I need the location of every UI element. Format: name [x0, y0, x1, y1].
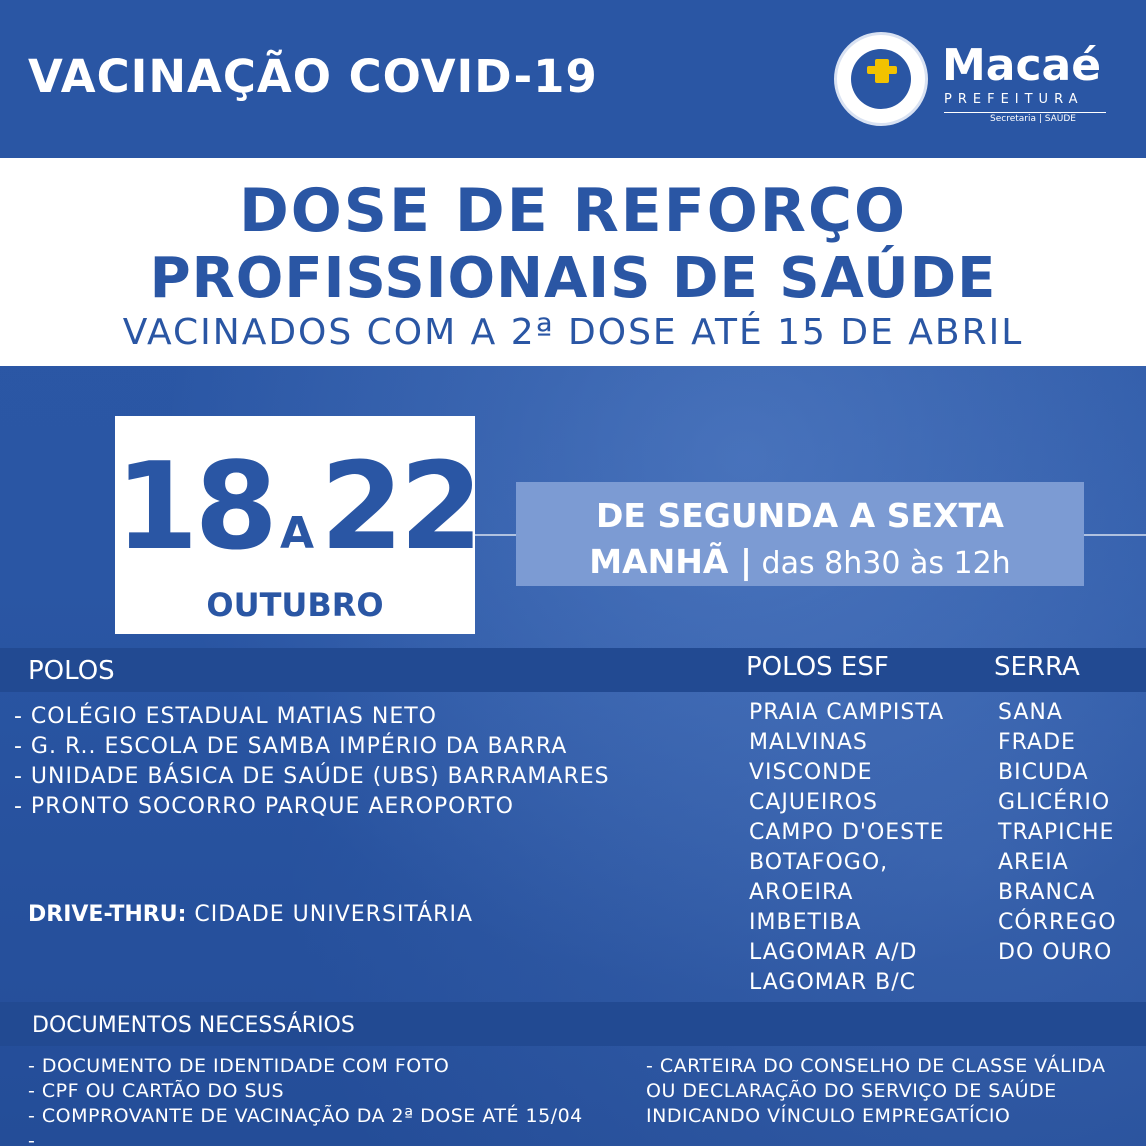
polos-bar: [0, 648, 1146, 692]
date-range: [115, 438, 480, 577]
list-item: LAGOMAR B/C: [749, 970, 916, 995]
city-seal-icon: [834, 32, 928, 126]
date-end: 22: [320, 438, 480, 577]
list-item: INDICANDO VÍNCULO EMPREGATÍCIO: [646, 1105, 1011, 1127]
list-item: GLICÉRIO: [998, 790, 1111, 815]
schedule-time: [516, 542, 1084, 581]
documents-heading: DOCUMENTOS NECESSÁRIOS: [32, 1013, 355, 1038]
list-item: SANA: [998, 700, 1063, 725]
list-item: VISCONDE: [749, 760, 873, 785]
brand-divider: [944, 112, 1106, 113]
schedule-box: [516, 482, 1084, 586]
list-item: - COMPROVANTE DE VACINAÇÃO DA 2ª DOSE ATÉ 15/04: [28, 1105, 583, 1127]
list-item: AREIA: [998, 850, 1069, 875]
serra-list: [998, 698, 1117, 968]
polos-esf-heading: POLOS ESF: [746, 652, 889, 682]
drive-thru: [28, 902, 473, 927]
list-item: MALVINAS: [749, 730, 868, 755]
brand-name: Macaé: [942, 40, 1102, 91]
date-connector: A: [280, 508, 315, 559]
list-item: - DOCUMENTO DE IDENTIDADE COM FOTO: [28, 1055, 450, 1077]
list-item: PRAIA CAMPISTA: [749, 700, 945, 725]
list-item: CÓRREGO: [998, 910, 1117, 935]
list-item: - COLÉGIO ESTADUAL MATIAS NETO: [14, 704, 437, 729]
documents-left-list: [28, 1054, 583, 1146]
headline-line2: PROFISSIONAIS DE SAÚDE: [149, 246, 997, 311]
brand-sub: PREFEITURA: [944, 92, 1084, 107]
list-item: - G. R.. ESCOLA DE SAMBA IMPÉRIO DA BARRA: [14, 734, 568, 759]
list-item: - CARTEIRA DO CONSELHO DE CLASSE VÁLIDA: [646, 1055, 1106, 1077]
list-item: -: [28, 1130, 36, 1146]
list-item: BRANCA: [998, 880, 1096, 905]
list-item: CAMPO D'OESTE: [749, 820, 945, 845]
polos-list: [14, 702, 610, 822]
drive-thru-value: CIDADE UNIVERSITÁRIA: [194, 902, 474, 927]
prefeitura-logo: [830, 30, 1120, 140]
schedule-days: DE SEGUNDA A SEXTA: [596, 496, 1004, 535]
date-start: 18: [115, 438, 274, 577]
date-month: OUTUBRO: [206, 586, 384, 624]
campaign-title: VACINAÇÃO COVID-19: [28, 50, 598, 103]
polos-esf-list: [749, 698, 944, 998]
list-item: DO OURO: [998, 940, 1113, 965]
list-item: FRADE: [998, 730, 1076, 755]
polos-heading: POLOS: [28, 656, 115, 686]
list-item: BICUDA: [998, 760, 1089, 785]
headline-line1: DOSE DE REFORÇO: [239, 176, 907, 246]
documents-right-list: [646, 1054, 1106, 1129]
date-box: [115, 416, 480, 634]
schedule-hours: das 8h30 às 12h: [761, 546, 1011, 581]
list-item: TRAPICHE: [998, 820, 1115, 845]
list-item: AROEIRA: [749, 880, 854, 905]
drive-thru-label: DRIVE-THRU:: [28, 902, 187, 927]
list-item: BOTAFOGO,: [749, 850, 889, 875]
list-item: - PRONTO SOCORRO PARQUE AEROPORTO: [14, 794, 514, 819]
schedule-period: MANHÃ |: [589, 542, 752, 581]
list-item: - UNIDADE BÁSICA DE SAÚDE (UBS) BARRAMARES: [14, 764, 610, 789]
list-item: IMBETIBA: [749, 910, 862, 935]
list-item: - CPF OU CARTÃO DO SUS: [28, 1080, 285, 1102]
list-item: LAGOMAR A/D: [749, 940, 918, 965]
brand-dept: Secretaria | SAÚDE: [990, 114, 1076, 124]
list-item: OU DECLARAÇÃO DO SERVIÇO DE SAÚDE: [646, 1080, 1057, 1102]
headline-line3: VACINADOS COM A 2ª DOSE ATÉ 15 DE ABRIL: [122, 312, 1024, 353]
list-item: CAJUEIROS: [749, 790, 878, 815]
serra-heading: SERRA: [994, 652, 1080, 682]
